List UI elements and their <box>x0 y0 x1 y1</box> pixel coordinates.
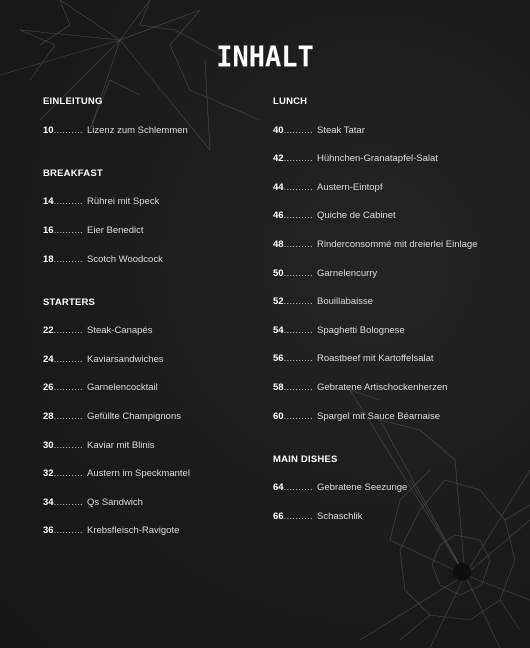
toc-entry[interactable] <box>43 381 158 395</box>
page-number: 54 <box>273 324 284 336</box>
toc-entry[interactable] <box>273 152 438 166</box>
page-number: 32 <box>43 468 54 480</box>
toc-entry[interactable] <box>43 524 179 538</box>
page-title: INHALT <box>216 41 314 74</box>
dot-leader: .......... <box>283 181 313 193</box>
section-title: BREAKFAST <box>43 167 103 179</box>
dot-leader: .......... <box>283 353 313 365</box>
page-number: 24 <box>43 353 54 365</box>
entry-title: Austern im Speckmantel <box>86 468 190 480</box>
dot-leader: .......... <box>283 382 313 393</box>
toc-entry[interactable] <box>43 324 152 338</box>
page-number: 36 <box>43 525 54 537</box>
toc-entry[interactable] <box>43 439 155 453</box>
toc-entry[interactable] <box>273 352 434 366</box>
dot-leader: .......... <box>53 411 83 422</box>
section-title: EINLEITUNG <box>43 96 103 107</box>
toc-entry[interactable] <box>273 510 362 524</box>
entry-title: Garnelencocktail <box>86 382 158 394</box>
dot-leader: .......... <box>283 324 313 336</box>
entry-title: Bouillabaisse <box>316 296 373 308</box>
page-number: 60 <box>273 410 284 422</box>
entry-title: Rinderconsommé mit dreierlei Einlage <box>316 239 478 250</box>
dot-leader: .......... <box>53 325 83 337</box>
entry-title: Lizenz zum Schlemmen <box>86 124 188 136</box>
dot-leader: .......... <box>283 296 313 308</box>
toc-entry[interactable] <box>43 253 163 267</box>
toc-entry[interactable] <box>43 353 164 367</box>
entry-title: Hühnchen-Granatapfel-Salat <box>316 153 438 165</box>
section-title: LUNCH <box>273 96 308 107</box>
section-title: STARTERS <box>43 296 96 308</box>
dot-leader: .......... <box>53 525 83 537</box>
entry-title: Gebratene Seezunge <box>316 482 408 494</box>
page-number: 42 <box>273 153 284 165</box>
toc-entry[interactable] <box>43 124 188 138</box>
toc-entry[interactable] <box>273 238 478 252</box>
entry-title: Steak-Canapés <box>86 325 153 337</box>
page-number: 46 <box>273 210 284 222</box>
page-number: 64 <box>273 482 284 494</box>
entry-title: Roastbeef mit Kartoffelsalat <box>316 353 434 365</box>
entry-title: Steak Tatar <box>316 124 365 136</box>
dot-leader: .......... <box>53 196 83 208</box>
entry-title: Eier Benedict <box>86 224 144 236</box>
dot-leader: .......... <box>53 224 83 236</box>
entry-title: Kaviar mit Blinis <box>86 439 155 451</box>
entry-title: Qs Sandwich <box>86 496 143 508</box>
toc-entry[interactable] <box>273 267 377 281</box>
dot-leader: .......... <box>283 124 313 136</box>
dot-leader: .......... <box>53 496 83 508</box>
toc-entry[interactable] <box>273 481 407 495</box>
dot-leader: .......... <box>283 239 313 250</box>
dot-leader: .......... <box>53 468 83 480</box>
page-number: 50 <box>273 267 284 279</box>
entry-title: Krebsfleisch-Ravigote <box>86 525 180 537</box>
page-number: 18 <box>43 253 54 265</box>
page-number: 48 <box>273 239 284 250</box>
entry-title: Gefüllte Champignons <box>86 411 181 422</box>
section-title: MAIN DISHES <box>273 453 338 465</box>
entry-title: Quiche de Cabinet <box>316 210 396 222</box>
dot-leader: .......... <box>283 267 313 279</box>
page-number: 40 <box>273 124 284 136</box>
page-number: 26 <box>43 382 54 394</box>
page-number: 34 <box>43 496 54 508</box>
page-number: 52 <box>273 296 284 308</box>
toc-entry[interactable] <box>273 124 365 138</box>
toc-entry[interactable] <box>43 410 181 424</box>
toc-entry[interactable] <box>273 181 382 195</box>
page-number: 10 <box>43 124 54 136</box>
page-number: 22 <box>43 325 54 337</box>
entry-title: Spaghetti Bolognese <box>316 324 405 336</box>
toc-entry[interactable] <box>43 195 159 209</box>
dot-leader: .......... <box>283 482 313 494</box>
page-number: 30 <box>43 439 54 451</box>
entry-title: Kaviarsandwiches <box>86 353 164 365</box>
entry-title: Gebratene Artischockenherzen <box>316 382 448 393</box>
dot-leader: .......... <box>53 124 83 136</box>
page-number: 14 <box>43 196 54 208</box>
entry-title: Garnelencurry <box>316 267 378 279</box>
dot-leader: .......... <box>283 410 313 422</box>
entry-title: Spargel mit Sauce Béarnaise <box>316 410 441 422</box>
toc-entry[interactable] <box>273 381 447 395</box>
page-number: 58 <box>273 382 284 393</box>
dot-leader: .......... <box>283 510 313 522</box>
dot-leader: .......... <box>283 153 313 165</box>
entry-title: Rührei mit Speck <box>86 196 160 208</box>
page-number: 56 <box>273 353 284 365</box>
toc-entry[interactable] <box>273 324 405 338</box>
entry-title: Austern-Eintopf <box>316 181 383 193</box>
dot-leader: .......... <box>283 210 313 222</box>
toc-entry[interactable] <box>43 224 144 238</box>
toc-entry[interactable] <box>273 410 440 424</box>
page-number: 44 <box>273 181 284 193</box>
dot-leader: .......... <box>53 353 83 365</box>
entry-title: Schaschlik <box>316 510 363 522</box>
dot-leader: .......... <box>53 253 83 265</box>
toc-entry[interactable] <box>273 295 373 309</box>
dot-leader: .......... <box>53 439 83 451</box>
toc-entry[interactable] <box>43 467 190 481</box>
dot-leader: .......... <box>53 382 83 394</box>
entry-title: Scotch Woodcock <box>86 253 163 265</box>
toc-entry[interactable] <box>43 496 143 510</box>
page-number: 16 <box>43 224 54 236</box>
page-number: 28 <box>43 411 54 422</box>
toc-entry[interactable] <box>273 209 396 223</box>
page-number: 66 <box>273 510 284 522</box>
